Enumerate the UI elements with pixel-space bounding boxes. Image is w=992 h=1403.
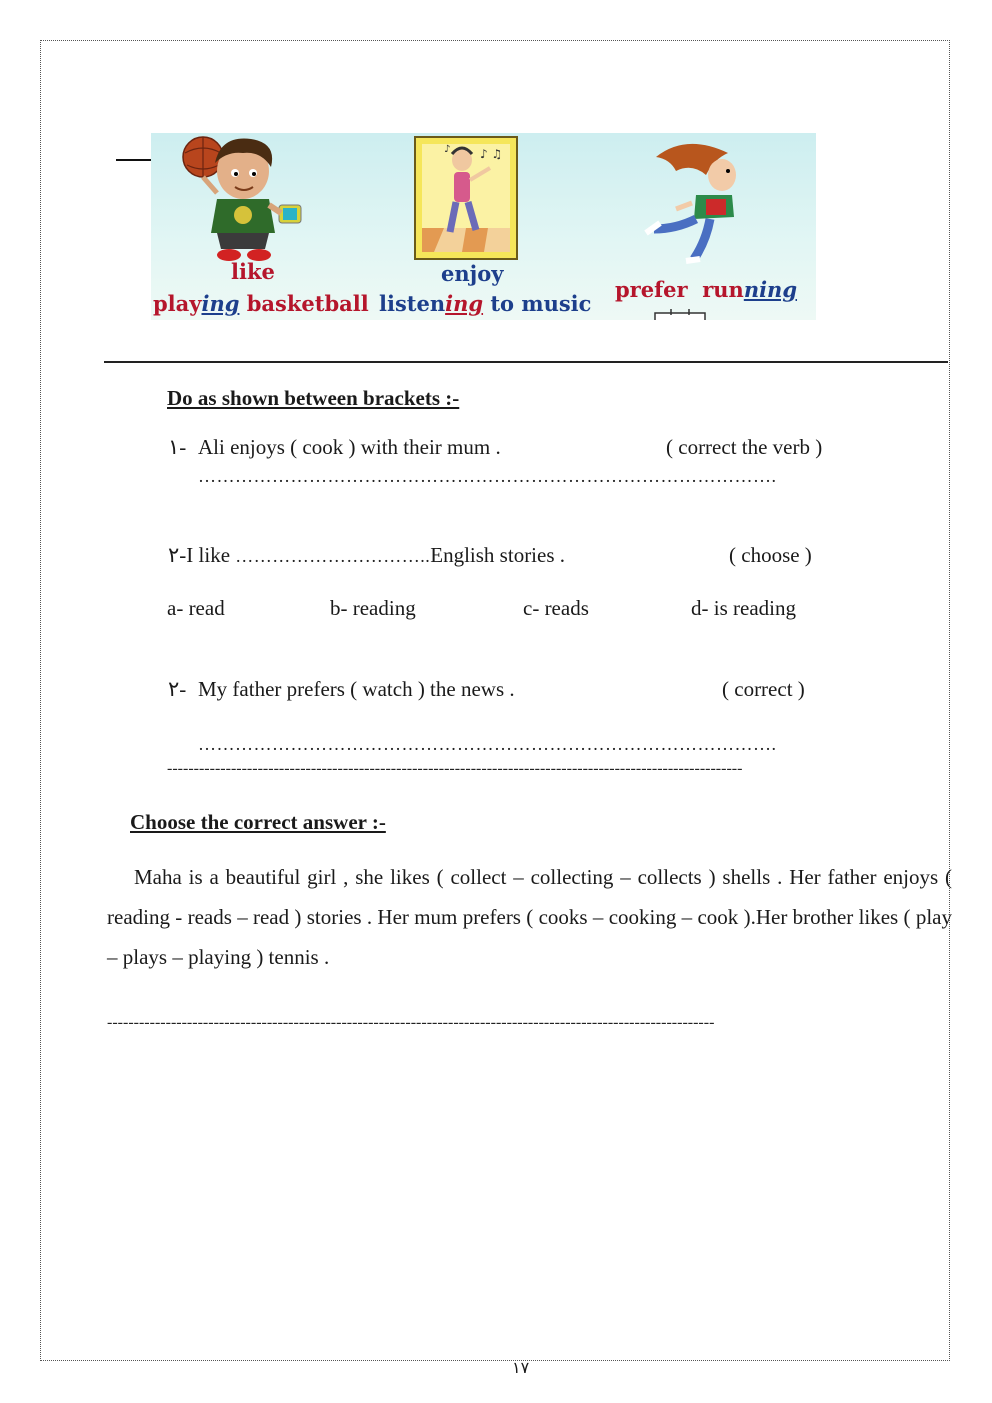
q1-instruction: ( correct the verb ) — [666, 435, 823, 459]
q1-sentence: Ali enjoys ( cook ) with their mum . — [198, 435, 501, 459]
q3-sentence: My father prefers ( watch ) the news . — [198, 677, 515, 701]
section1-title: Do as shown between brackets :- — [167, 386, 460, 410]
svg-text:♪ ♫: ♪ ♫ — [480, 147, 503, 161]
q1-answer-line: …………………………………………………………………………………. — [198, 466, 777, 486]
q2-option-b: b- reading — [330, 596, 416, 620]
section-divider — [104, 361, 948, 363]
section2-paragraph: Maha is a beautiful girl , she likes ( collect – collecting – collects ) shells . Her father enjoys ( reading - reads – read ) stories . Her mum prefers ( cooks – cooking – cook ).Her brother likes ( play – plays – playing ) tennis . — [107, 865, 952, 969]
caption-prefer-running: prefer running — [615, 277, 798, 302]
q2-sentence — [168, 543, 565, 568]
caption-playing-basketball: playing basketball — [153, 291, 369, 316]
q2-text-end: English stories . — [430, 543, 566, 567]
q2-option-d: d- is reading — [691, 596, 796, 620]
section2-title: Choose the correct answer :- — [130, 810, 386, 834]
caption-like-verb: like — [231, 259, 275, 284]
section1-separator: ------------------------------------------------------------------------------------------------------------ — [167, 760, 743, 777]
section2-separator: ------------------------------------------------------------------------------------------------------------------ — [107, 1014, 715, 1031]
caption-listening-music: listening to music — [379, 291, 592, 316]
q2-option-c: c- reads — [523, 596, 589, 620]
boy-basketball-illustration — [161, 133, 311, 263]
q2-instruction: ( choose ) — [729, 543, 812, 567]
illustration-banner — [151, 133, 816, 320]
q3-instruction: ( correct ) — [722, 677, 805, 701]
q2-text-start: I like — [186, 543, 231, 567]
girl-running-illustration — [636, 137, 756, 272]
boy-music-illustration — [414, 136, 520, 262]
page-number: ١٧ — [512, 1360, 530, 1377]
banner-cropped-object — [651, 309, 711, 320]
q1-number: ١- — [168, 435, 187, 459]
svg-text:♪: ♪ — [444, 144, 451, 155]
q2-option-a: a- read — [167, 596, 225, 620]
q2-number: ٢- — [168, 543, 187, 567]
caption-enjoy-verb: enjoy — [441, 261, 504, 286]
q2-blank: ………………………….. — [235, 546, 431, 566]
q3-number: ٢- — [168, 677, 187, 701]
q3-answer-line: …………………………………………………………………………………. — [198, 734, 777, 754]
